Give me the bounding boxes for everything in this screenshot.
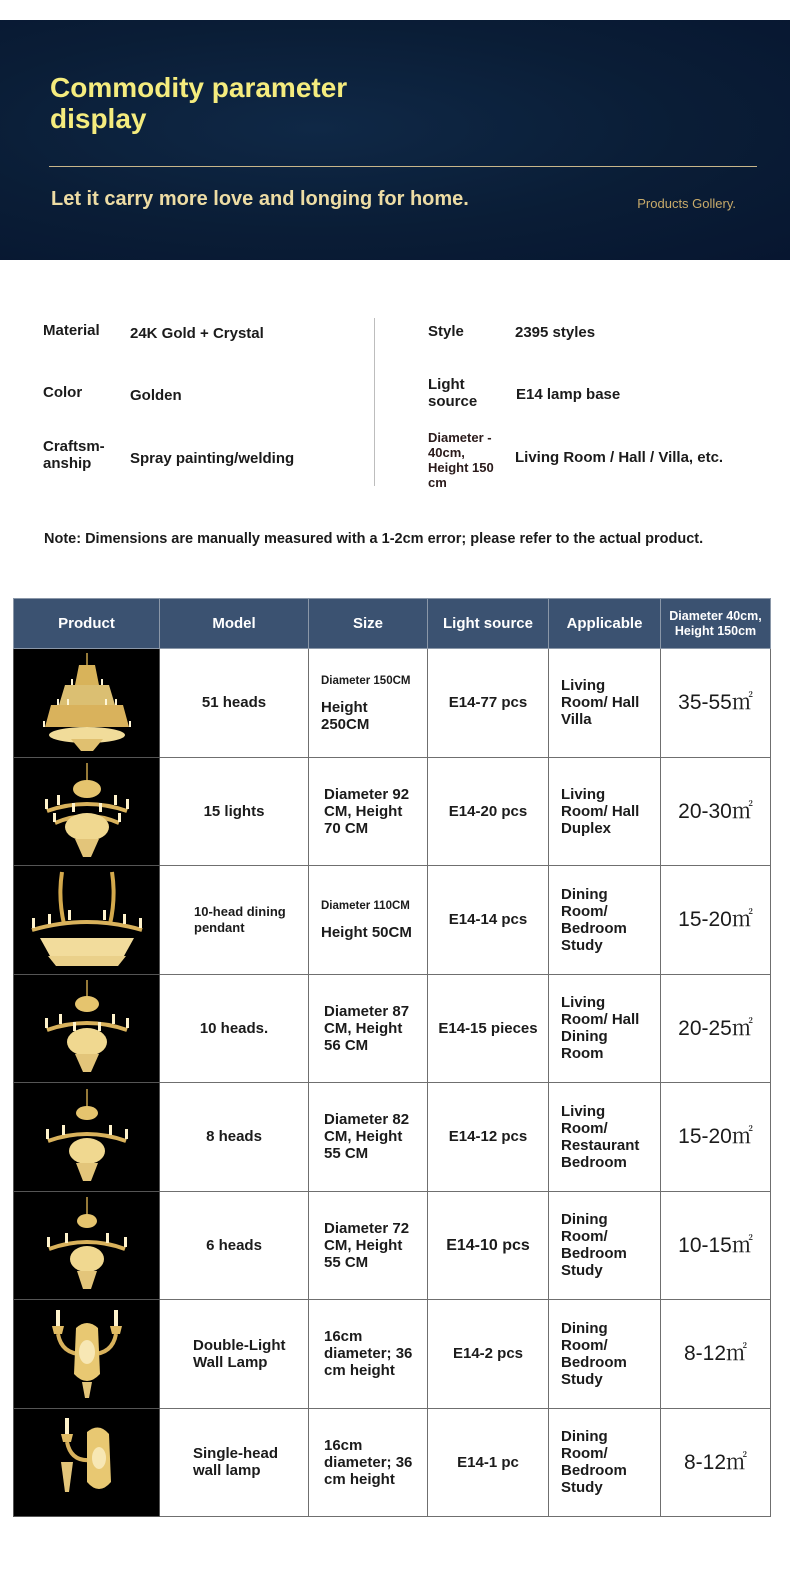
- banner-subtitle: Let it carry more love and longing for home.: [51, 188, 469, 210]
- tiered-chandelier-icon: [27, 651, 147, 755]
- cell-size: 16cm diameter; 36 cm height: [309, 1300, 428, 1409]
- param-material-label: Material: [43, 322, 100, 339]
- cell-light-source: E14-1 pc: [428, 1408, 549, 1517]
- table-row: [14, 649, 771, 758]
- cell-applicable: Living Room/ Hall Dining Room: [549, 974, 661, 1083]
- cell-light-source: E14-12 pcs: [428, 1083, 549, 1192]
- cell-light-source: E14-15 pieces: [428, 974, 549, 1083]
- hero-banner: [0, 20, 790, 260]
- header-model: Model: [160, 599, 309, 649]
- header-dimension: Diameter 40cm, Height 150cm: [661, 599, 771, 649]
- cell-applicable: Dining Room/ Bedroom Study: [549, 1300, 661, 1409]
- param-style-label: Style: [428, 323, 464, 340]
- table-row: [14, 866, 771, 975]
- table-header-row: [14, 599, 771, 649]
- param-light-value: E14 lamp base: [516, 386, 621, 403]
- cell-size: Diameter 87 CM, Height 56 CM: [309, 974, 428, 1083]
- cell-area: 15-20㎡: [661, 866, 771, 975]
- double-wall-lamp-icon: [42, 1304, 132, 1404]
- cell-model: Single-head wall lamp: [160, 1408, 309, 1517]
- measurement-note: Note: Dimensions are manually measured with a 1-2cm error; please refer to the actual product.: [44, 531, 704, 547]
- cell-area: 8-12㎡: [661, 1408, 771, 1517]
- table-row: [14, 1083, 771, 1192]
- cell-model: Double-Light Wall Lamp: [160, 1300, 309, 1409]
- param-divider: [374, 318, 375, 486]
- cell-size: Diameter 92 CM, Height 70 CM: [309, 757, 428, 866]
- product-image: [14, 974, 160, 1083]
- cell-applicable: Living Room/ Hall Duplex: [549, 757, 661, 866]
- cell-applicable: Living Room/ Restaurant Bedroom: [549, 1083, 661, 1192]
- chandelier-icon: [27, 978, 147, 1078]
- cell-light-source: E14-20 pcs: [428, 757, 549, 866]
- cell-area: 20-25㎡: [661, 974, 771, 1083]
- product-image: [14, 649, 160, 758]
- single-wall-lamp-icon: [47, 1412, 127, 1512]
- param-color-label: Color: [43, 384, 83, 401]
- chandelier-icon: [35, 1195, 139, 1295]
- cell-area: 20-30㎡: [661, 757, 771, 866]
- cell-size: [309, 649, 428, 758]
- table-row: [14, 974, 771, 1083]
- param-color-value: Golden: [130, 387, 182, 404]
- product-image: [14, 866, 160, 975]
- cell-size-height: Height 50CM: [321, 924, 412, 942]
- cell-light-source: E14-14 pcs: [428, 866, 549, 975]
- param-dimension-value: Living Room / Hall / Villa, etc.: [515, 449, 724, 466]
- banner-gallery-label: Products Gollery.: [637, 196, 736, 211]
- product-image: [14, 1191, 160, 1300]
- product-spec-table: [13, 598, 771, 1517]
- dining-pendant-icon: [24, 868, 150, 972]
- cell-size: [309, 866, 428, 975]
- cell-applicable: Dining Room/ Bedroom Study: [549, 866, 661, 975]
- header-size: Size: [309, 599, 428, 649]
- param-craft-value: Spray painting/welding: [130, 450, 295, 467]
- param-light-label: Light source: [428, 376, 478, 410]
- table-row: [14, 1408, 771, 1517]
- cell-size: Diameter 72 CM, Height 55 CM: [309, 1191, 428, 1300]
- product-image: [14, 1083, 160, 1192]
- table-row: [14, 1300, 771, 1409]
- param-style-value: 2395 styles: [515, 324, 596, 341]
- cell-size-diameter: Diameter 110CM: [321, 900, 410, 913]
- cell-model: 10-head dining pendant: [160, 866, 309, 975]
- header-product: Product: [14, 599, 160, 649]
- chandelier-icon: [32, 1087, 142, 1187]
- param-material-value: 24K Gold + Crystal: [130, 325, 264, 342]
- cell-size-diameter: Diameter 150CM: [321, 674, 411, 687]
- cell-light-source: E14-77 pcs: [428, 649, 549, 758]
- banner-title: Commodity parameter display: [50, 72, 348, 134]
- cell-size-height: Height 250CM: [321, 698, 370, 733]
- cell-light-source: E14-2 pcs: [428, 1300, 549, 1409]
- cell-area: 35-55㎡: [661, 649, 771, 758]
- cell-light-source: E14-10 pcs: [428, 1191, 549, 1300]
- product-image: [14, 1408, 160, 1517]
- cell-size: Diameter 82 CM, Height 55 CM: [309, 1083, 428, 1192]
- cell-size: 16cm diameter; 36 cm height: [309, 1408, 428, 1517]
- product-image: [14, 757, 160, 866]
- table-row: [14, 757, 771, 866]
- cell-model: 51 heads: [160, 649, 309, 758]
- banner-divider: [49, 166, 757, 167]
- cell-model: 6 heads: [160, 1191, 309, 1300]
- cell-model: 15 lights: [160, 757, 309, 866]
- table-row: [14, 1191, 771, 1300]
- cell-area: 8-12㎡: [661, 1300, 771, 1409]
- chandelier-icon: [27, 761, 147, 861]
- param-craft-label: Craftsm-anship: [43, 438, 105, 472]
- header-applicable: Applicable: [549, 599, 661, 649]
- cell-area: 15-20㎡: [661, 1083, 771, 1192]
- parameter-section: [0, 315, 790, 495]
- cell-model: 8 heads: [160, 1083, 309, 1192]
- header-light-source: Light source: [428, 599, 549, 649]
- cell-applicable: Living Room/ Hall Villa: [549, 649, 661, 758]
- cell-applicable: Dining Room/ Bedroom Study: [549, 1408, 661, 1517]
- product-image: [14, 1300, 160, 1409]
- cell-applicable: Dining Room/ Bedroom Study: [549, 1191, 661, 1300]
- cell-area: 10-15㎡: [661, 1191, 771, 1300]
- param-dimension-label: Diameter - 40cm, Height 150 cm: [428, 430, 494, 490]
- cell-model: 10 heads.: [160, 974, 309, 1083]
